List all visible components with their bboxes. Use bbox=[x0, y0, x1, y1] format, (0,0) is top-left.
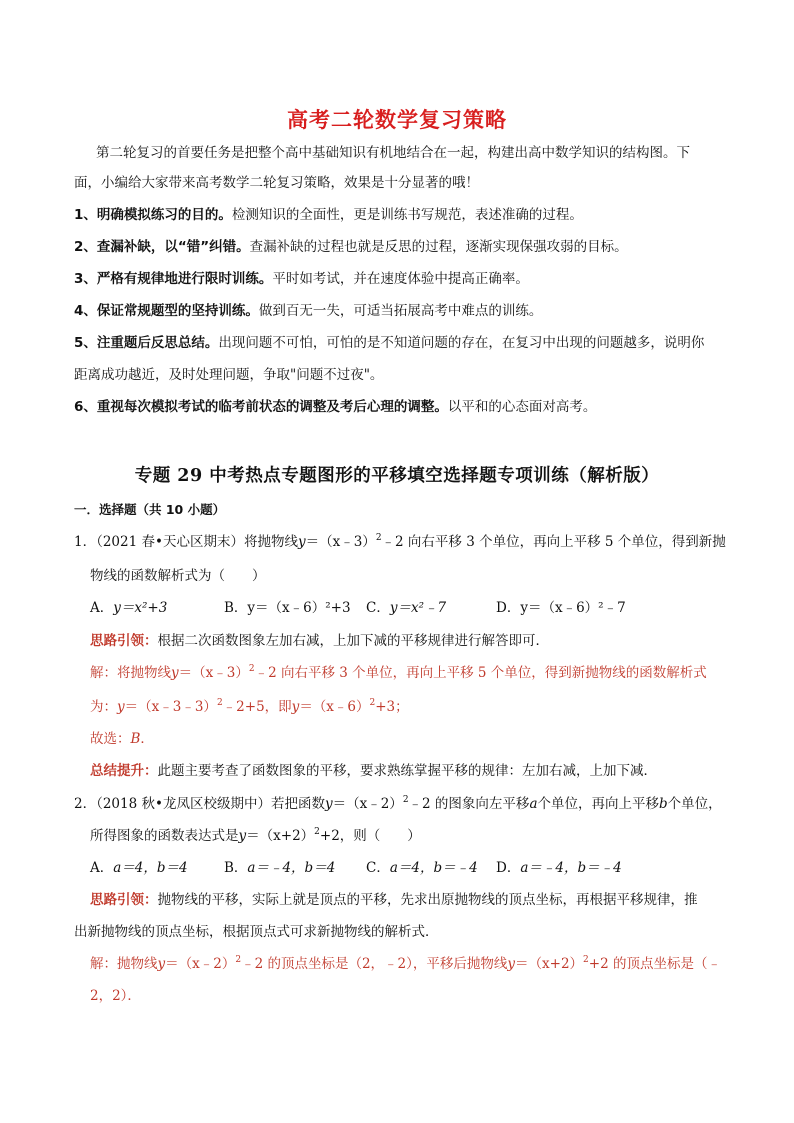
strategy-lead: 2、查漏补缺，以“错”纠错。 bbox=[74, 239, 250, 255]
q1-solution-line-1: 解：将抛物线y＝（x﹣3）$^2$﹣2 向右平移 3 个单位，再向上平移 5 个单位，得到新抛物线的函数解析式 bbox=[90, 664, 707, 681]
q1-solution-line-2: 为：y＝（x﹣3﹣3）$^2$﹣2+5，即y＝（x﹣6）$^2$+3； bbox=[90, 698, 409, 715]
q2-number: 2． bbox=[74, 796, 97, 812]
strategy-4 bbox=[74, 301, 542, 321]
strategy-text: 出现问题不可怕，可怕的是不知道问题的存在，在复习中出现的问题越多，说明你 bbox=[218, 335, 705, 351]
q1-option-c[interactable]: C．y＝x²﹣7 bbox=[366, 600, 447, 616]
section-heading: 一．选择题（共 10 小题） bbox=[74, 502, 226, 517]
q1-option-d[interactable]: D．y＝（x﹣6）²﹣7 bbox=[496, 600, 626, 616]
q2-solution-line-1: 解：抛物线y＝（x﹣2）$^2$﹣2 的顶点坐标是（2，﹣2），平移后抛物线$y=(x+2)^2+2$ 的顶点坐标是（﹣ bbox=[90, 955, 721, 972]
q2-source: （2018 秋•龙凤区校级期中）若把函数 bbox=[96, 796, 325, 812]
strategy-lead: 1、明确模拟练习的目的。 bbox=[74, 207, 232, 223]
strategy-lead: 3、严格有规律地进行限时训练。 bbox=[74, 271, 273, 287]
q2-stem-line-2: 所得图象的函数表达式是$y=(x+2)^2+2$，则（ ） bbox=[90, 827, 421, 844]
q1-number: 1． bbox=[74, 534, 97, 550]
strategy-text: 检测知识的全面性，更是训练书写规范，表述准确的过程。 bbox=[231, 207, 583, 223]
strategy-text: 查漏补缺的过程也就是反思的过程，逐渐实现保强攻弱的目标。 bbox=[249, 239, 628, 255]
page-title: 高考二轮数学复习策略 bbox=[287, 108, 507, 132]
q1-option-a[interactable]: A．y＝x²+3 bbox=[90, 600, 168, 616]
intro-line-2: 面，小编给大家带来高考数学二轮复习策略，效果是十分显著的哦！ bbox=[74, 175, 479, 191]
strategy-lead: 4、保证常规题型的坚持训练。 bbox=[74, 303, 259, 319]
q1-hint: 思路引领：根据二次函数图象左加右减，上加下减的平移规律进行解答即可． bbox=[90, 633, 549, 649]
strategy-3 bbox=[74, 269, 529, 289]
strategy-lead: 5、注重题后反思总结。 bbox=[74, 335, 219, 351]
summary-label: 总结提升： bbox=[90, 763, 158, 779]
q1-summary: 总结提升：此题主要考查了函数图象的平移，要求熟练掌握平移的规律：左加右减，上加下减． bbox=[90, 763, 657, 779]
q1-option-b[interactable]: B．y＝（x﹣6）²+3 bbox=[224, 600, 351, 616]
strategy-5-line-2: 距离成功越近，及时处理问题，争取"问题不过夜"。 bbox=[74, 367, 384, 383]
hint-label: 思路引领： bbox=[90, 892, 158, 908]
intro-line-1: 第二轮复习的首要任务是把整个高中基础知识有机地结合在一起，构建出高中数学知识的结构图。下 bbox=[96, 145, 690, 161]
topic-title: 专题 29 中考热点专题图形的平移填空选择题专项训练（解析版） bbox=[134, 466, 660, 486]
strategy-text: 做到百无一失，可适当拓展高考中难点的训练。 bbox=[258, 303, 543, 319]
q2-option-b[interactable]: B．a＝﹣4，b＝4 bbox=[224, 860, 336, 876]
q1-stem-line-1: 1．（2021 春•天心区期末）将抛物线y＝（x﹣3）$^2$﹣2 向右平移 3 个单位，再向上平移 5 个单位，得到新抛 bbox=[74, 533, 726, 550]
strategy-6 bbox=[74, 397, 596, 417]
strategy-1 bbox=[74, 205, 583, 225]
q1-source: （2021 春•天心区期末）将抛物线 bbox=[96, 534, 298, 550]
q2-option-d[interactable]: D．a＝﹣4，b＝﹣4 bbox=[496, 860, 622, 876]
q2-stem-line-1: 2．（2018 秋•龙凤区校级期中）若把函数y＝（x﹣2）$^2$﹣2 的图象向左平移a个单位，再向上平移b个单位， bbox=[74, 795, 722, 812]
hint-label: 思路引领： bbox=[90, 633, 158, 649]
strategy-text: 平时如考试，并在速度体验中提高正确率。 bbox=[272, 271, 529, 287]
strategy-text: 以平和的心态面对高考。 bbox=[447, 399, 597, 415]
q2-hint: 思路引领：抛物线的平移，实际上就是顶点的平移，先求出原抛物线的顶点坐标，再根据平移规律，推 bbox=[90, 892, 698, 908]
q1-stem-line-2: 物线的函数解析式为（ ） bbox=[90, 568, 266, 584]
strategy-2 bbox=[74, 237, 628, 257]
strategy-5 bbox=[74, 333, 704, 353]
q2-solution-line-2: 2，2）． bbox=[90, 988, 141, 1004]
q2-option-c[interactable]: C．a＝4，b＝﹣4 bbox=[366, 860, 478, 876]
q1-answer: 故选：B． bbox=[90, 731, 154, 747]
q2-option-a[interactable]: A．a＝4，b＝4 bbox=[90, 860, 188, 876]
strategy-lead: 6、重视每次模拟考试的临考前状态的调整及考后心理的调整。 bbox=[74, 399, 448, 415]
q2-hint-line-2: 出新抛物线的顶点坐标，根据顶点式可求新抛物线的解析式． bbox=[74, 924, 439, 940]
